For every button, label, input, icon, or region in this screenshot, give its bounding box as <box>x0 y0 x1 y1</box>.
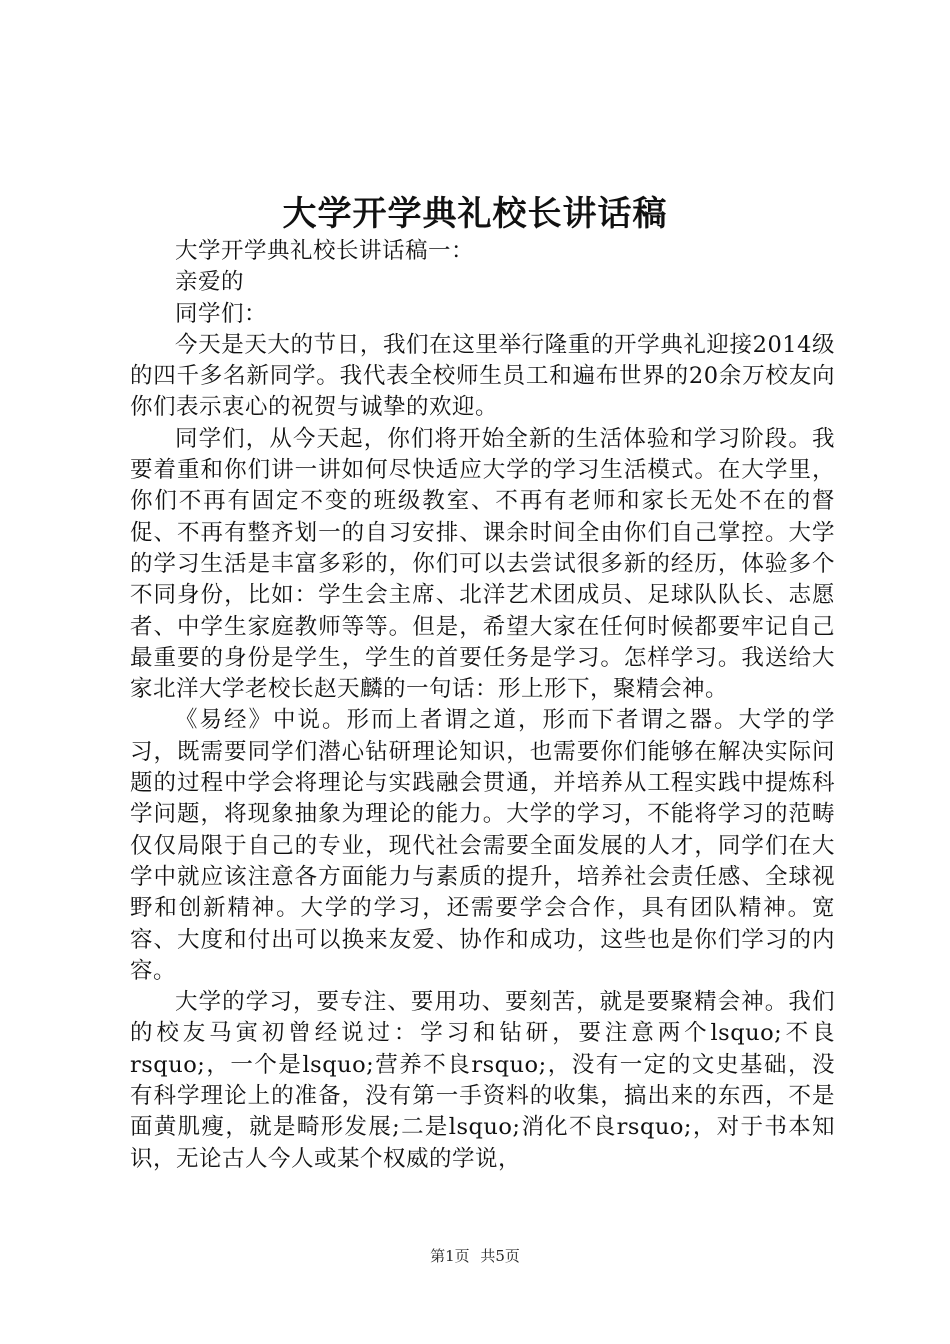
page-total: 共5页 <box>480 1247 520 1265</box>
page-number: 第1页 <box>430 1247 470 1265</box>
document-body <box>130 236 835 1175</box>
paragraph-salutation-1: 亲爱的 <box>175 269 245 296</box>
paragraph: 《易经》中说。形而上者谓之道，形而下者谓之器。大学的学习，既需要同学们潜心钻研理论知识，也需要你们能够在解决实际问题的过程中学会将理论与实践融会贯通，并培养从工程实践中提炼科学问题，将现象抽象为理论的能力。大学的学习，不能将学习的范畴仅仅局限于自己的专业，现代社会需要全面发展的人才，同学们在大学中就应该注意各方面能力与素质的提升，培养社会责任感、全球视野和创新精神。大学的学习，还需要学会合作，具有团队精神。宽容、大度和付出可以换来友爱、协作和成功，这些也是你们学习的内容。 <box>130 707 835 984</box>
document-title: 大学开学典礼校长讲话稿 <box>282 194 668 234</box>
paragraph: 今天是天大的节日，我们在这里举行隆重的开学典礼迎接2014级的四千多名新同学。我代表全校师生员工和遍布世界的20余万校友向你们表示衷心的祝贺与诚挚的欢迎。 <box>130 331 835 421</box>
paragraph: 同学们，从今天起，你们将开始全新的生活体验和学习阶段。我要着重和你们讲一讲如何尽快适应大学的学习生活模式。在大学里，你们不再有固定不变的班级教室、不再有老师和家长无处不在的督促、不再有整齐划一的自习安排、课余时间全由你们自己掌控。大学的学习生活是丰富多彩的，你们可以去尝试很多新的经历，体验多个不同身份，比如：学生会主席、北洋艺术团成员、足球队队长、志愿者、中学生家庭教师等等。但是，希望大家在任何时候都要牢记自己最重要的身份是学生，学生的首要任务是学习。怎样学习。我送给大家北洋大学老校长赵天麟的一句话：形上形下，聚精会神。 <box>130 425 835 703</box>
page-footer <box>0 1245 950 1266</box>
paragraph: 大学的学习，要专注、要用功、要刻苦，就是要聚精会神。我们的校友马寅初曾经说过：学习和钻研，要注意两个lsquo;不良rsquo;，一个是lsquo;营养不良rsquo;，没有一定的文史基础，没有科学理论上的准备，没有第一手资料的收集，搞出来的东西，不是面黄肌瘦，就是畸形发展;二是lsquo;消化不良rsquo;，对于书本知识，无论古人今人或某个权威的学说， <box>130 989 835 1172</box>
paragraph-heading: 大学开学典礼校长讲话稿一： <box>175 238 475 264</box>
paragraph-salutation-2: 同学们： <box>175 300 268 327</box>
